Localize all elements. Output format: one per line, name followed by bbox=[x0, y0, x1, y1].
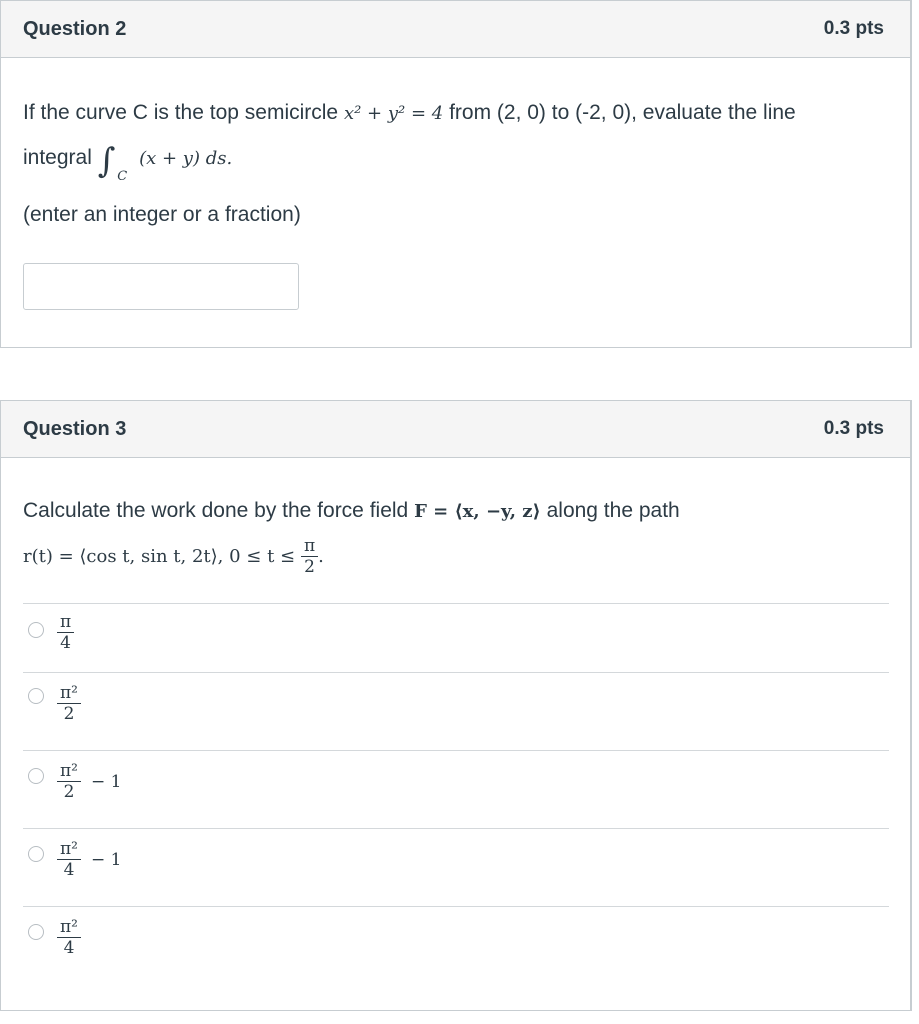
q2-text-b: from (2, 0) to (-2, 0), evaluate the line bbox=[449, 101, 796, 124]
answer-option-5[interactable] bbox=[23, 906, 889, 986]
answer-1-fraction bbox=[57, 612, 74, 653]
answer-input[interactable] bbox=[23, 263, 299, 310]
answer-3-den: 2 bbox=[57, 781, 81, 802]
q3-field: F = ⟨x, −y, z⟩ bbox=[414, 501, 541, 522]
question-2-note: (enter an integer or a fraction) bbox=[23, 203, 301, 226]
q3-bound-den: 2 bbox=[301, 556, 318, 577]
q3-text-a: Calculate the work done by the force field bbox=[23, 499, 409, 522]
radio-button-1[interactable] bbox=[28, 622, 44, 638]
answer-option-4[interactable] bbox=[23, 828, 889, 906]
answer-1-math bbox=[57, 612, 84, 653]
answer-options bbox=[23, 603, 889, 986]
answer-4-den: 4 bbox=[57, 859, 81, 880]
q3-period: . bbox=[318, 546, 324, 567]
answer-3-fraction bbox=[57, 761, 81, 802]
q2-text-c: integral bbox=[23, 146, 92, 169]
question-2-points: 0.3 pts bbox=[823, 18, 884, 39]
answer-4-fraction bbox=[57, 839, 81, 880]
radio-button-3[interactable] bbox=[28, 768, 44, 784]
question-3-points: 0.3 pts bbox=[823, 418, 884, 439]
answer-5-num: π² bbox=[60, 917, 78, 937]
q3-bound-fraction bbox=[301, 536, 318, 577]
answer-1-den: 4 bbox=[57, 632, 74, 653]
answer-4-num: π² bbox=[60, 839, 78, 859]
answer-1-num: π bbox=[60, 612, 72, 632]
answer-5-math bbox=[57, 917, 91, 958]
q3-bound-num: π bbox=[303, 535, 316, 556]
answer-5-fraction bbox=[57, 917, 81, 958]
q2-integrand: (x + y) ds. bbox=[139, 148, 233, 169]
question-3-title: Question 3 bbox=[23, 418, 127, 440]
answer-2-fraction bbox=[57, 683, 81, 724]
radio-button-2[interactable] bbox=[28, 688, 44, 704]
integral-symbol: ∫ bbox=[97, 141, 116, 181]
answer-option-1[interactable] bbox=[23, 603, 889, 672]
answer-4-suffix: − 1 bbox=[91, 849, 122, 870]
q3-text-b: along the path bbox=[546, 499, 680, 522]
answer-option-3[interactable] bbox=[23, 750, 889, 828]
question-3-text bbox=[23, 489, 883, 579]
answer-4-math bbox=[57, 839, 121, 880]
integral-subscript: C bbox=[117, 169, 128, 184]
question-2-header bbox=[1, 1, 910, 58]
answer-3-suffix: − 1 bbox=[91, 771, 122, 792]
question-2-text bbox=[23, 91, 883, 199]
q2-text-a: If the curve C is the top semicircle bbox=[23, 101, 339, 124]
answer-2-den: 2 bbox=[57, 703, 81, 724]
answer-2-num: π² bbox=[60, 683, 78, 703]
q3-path: r(t) = ⟨cos t, sin t, 2t⟩, 0 ≤ t ≤ bbox=[23, 546, 296, 567]
question-3-card bbox=[0, 400, 912, 1011]
radio-button-4[interactable] bbox=[28, 846, 44, 862]
question-2-title: Question 2 bbox=[23, 18, 127, 40]
question-2-card bbox=[0, 0, 912, 348]
answer-option-2[interactable] bbox=[23, 672, 889, 750]
question-3-header bbox=[1, 401, 910, 458]
answer-5-den: 4 bbox=[57, 937, 81, 958]
answer-3-math bbox=[57, 761, 121, 802]
radio-button-5[interactable] bbox=[28, 924, 44, 940]
q2-equation: x² + y² = 4 bbox=[343, 103, 444, 124]
answer-2-math bbox=[57, 683, 91, 724]
answer-3-num: π² bbox=[60, 761, 78, 781]
